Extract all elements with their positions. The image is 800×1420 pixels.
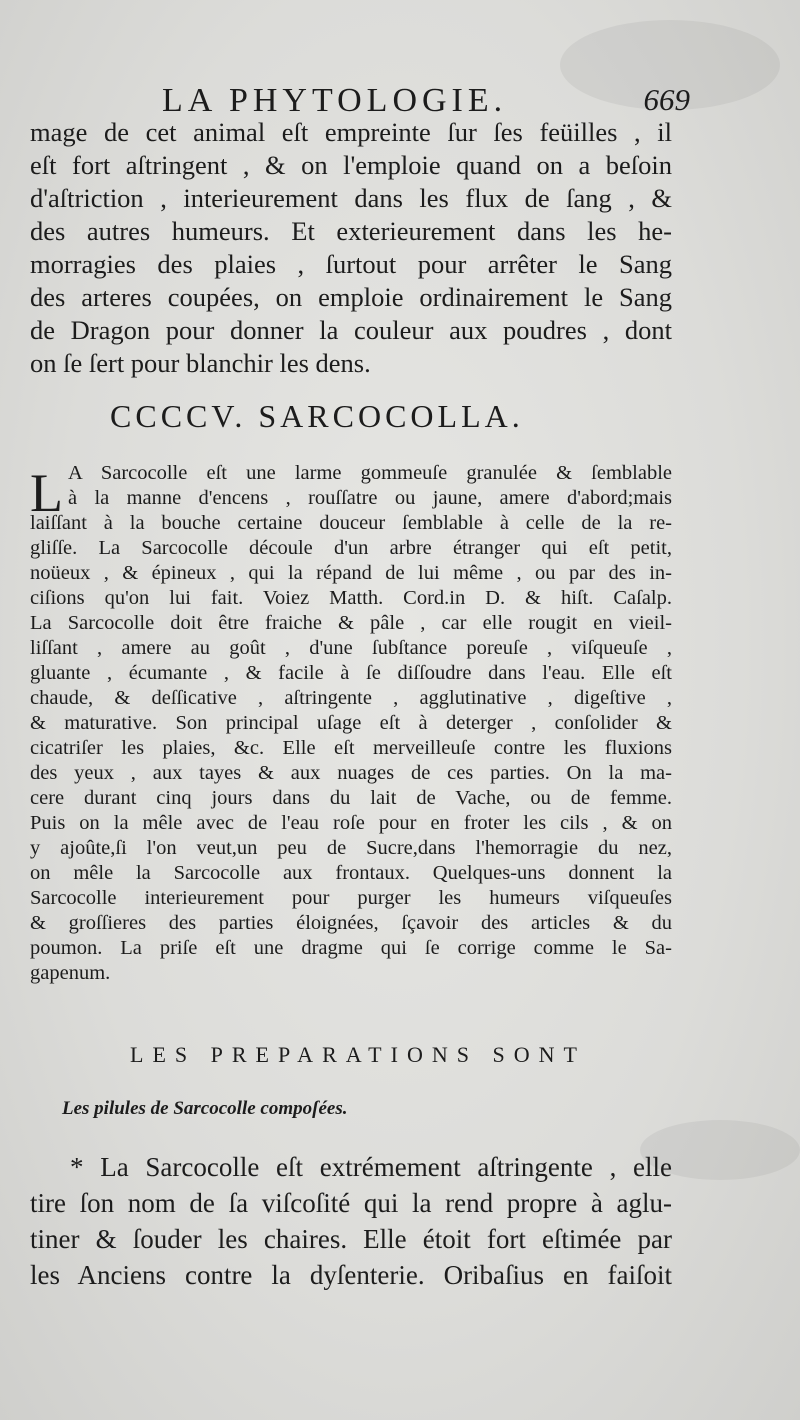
text-line: liſſant , amere au goût , d'une ſubſtance poreuſe , viſqueuſe , <box>30 637 672 659</box>
text-line: tire ſon nom de ſa viſcoſité qui la rend propre à aglu- <box>30 1188 672 1218</box>
text-line: mage de cet animal eſt empreinte ſur ſes feüilles , il <box>30 117 672 147</box>
drop-cap: L <box>30 463 63 523</box>
text-line: des arteres coupées, on emploie ordinairement le Sang <box>30 282 672 312</box>
section-heading: CCCCV. SARCOCOLLA. <box>110 398 524 434</box>
text-line: laiſſant à la bouche certaine douceur ſemblable à celle de la re- <box>30 512 672 534</box>
text-line: ciſions qu'on lui fait. Voiez Matth. Cord.in D. & hiſt. Caſalp. <box>30 587 672 609</box>
text-line: noüeux , & épineux , qui la répand de lui même , ou par des in- <box>30 562 672 584</box>
text-line: gapenum. <box>30 962 111 984</box>
text-line: Puis on la mêle avec de l'eau roſe pour en froter les cils , & on <box>30 812 672 834</box>
text-line: de Dragon pour donner la couleur aux poudres , dont <box>30 315 672 345</box>
text-line: La Sarcocolle doit être fraiche & pâle , car elle rougit en vieil- <box>30 612 672 634</box>
text-line: on ſe ſert pour blanchir les dens. <box>30 348 371 378</box>
page-number: 669 <box>643 82 690 117</box>
text-line: des yeux , aux tayes & aux nuages de ces parties. On la ma- <box>30 762 672 784</box>
text-line: morragies des plaies , ſurtout pour arrêter le Sang <box>30 249 672 279</box>
text-line: d'aſtriction , interieurement dans les flux de ſang , & <box>30 183 672 213</box>
text-line: A Sarcocolle eſt une larme gommeuſe granulée & ſemblable <box>68 462 672 484</box>
text-line: * La Sarcocolle eſt extrémement aſtringente , elle <box>70 1152 672 1182</box>
text-line: y ajoûte,ſi l'on veut,un peu de Sucre,dans l'hemorragie du nez, <box>30 837 672 859</box>
text-line: Sarcocolle interieurement pour purger les humeurs viſqueuſes <box>30 887 672 909</box>
text-line: on mêle la Sarcocolle aux frontaux. Quelques-uns donnent la <box>30 862 672 884</box>
text-line: poumon. La priſe eſt une dragme qui ſe corrige comme le Sa- <box>30 937 672 959</box>
text-line: les Anciens contre la dyſenterie. Oribaſius en faiſoit <box>30 1260 672 1290</box>
text-line: eſt fort aſtringent , & on l'emploie quand on a beſoin <box>30 150 672 180</box>
running-title: LA PHYTOLOGIE. <box>162 82 508 119</box>
text-line: tiner & ſouder les chaires. Elle étoit fort eſtimée par <box>30 1224 672 1254</box>
text-line: & maturative. Son principal uſage eſt à deterger , conſolider & <box>30 712 672 734</box>
text-line: des autres humeurs. Et exterieurement dans les he- <box>30 216 672 246</box>
sub-heading: LES PREPARATIONS SONT <box>130 1042 586 1067</box>
text-line: chaude, & deſſicative , aſtringente , agglutinative , digeſtive , <box>30 687 672 709</box>
text-line: à la manne d'encens , rouſſatre ou jaune, amere d'abord;mais <box>68 487 672 509</box>
text-line: gluante , écumante , & facile à ſe diſſoudre dans l'eau. Elle eſt <box>30 662 672 684</box>
running-head <box>30 82 690 118</box>
text-line: gliſſe. La Sarcocolle découle d'un arbre étranger qui eſt petit, <box>30 537 672 559</box>
text-line: cicatriſer les plaies, &c. Elle eſt merveilleuſe contre les fluxions <box>30 737 672 759</box>
text-line: cere durant cinq jours dans du lait de Vache, ou de femme. <box>30 787 672 809</box>
item-title: Les pilules de Sarcocolle compoſées. <box>62 1098 348 1119</box>
text-line: & groſſieres des parties éloignées, ſçavoir des articles & du <box>30 912 672 934</box>
